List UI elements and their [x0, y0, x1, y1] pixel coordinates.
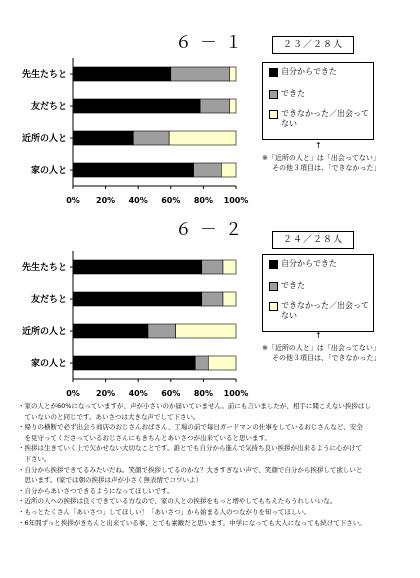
chart1-note-line1: ※「近所の人と」は「出会ってない」: [262, 154, 380, 162]
chart1-legend-item: [269, 89, 305, 99]
chart1-count-box: ２３／２８人: [272, 36, 354, 54]
chart2-x-tick-label: 40%: [128, 389, 148, 398]
comment-line: ・6年間ずっと挨拶がきちんと出来ている事、とても素敵だと思います。中学になっても大人になっても続けて下さい。: [18, 518, 366, 527]
chart1-plot: [0, 50, 260, 205]
chart1-note-arrow: ↑: [315, 141, 322, 150]
chart2-legend-label: できなかった／出会って ない: [281, 301, 369, 320]
comment-line: ・挨拶は生きていく上で欠かせない大切なことです。誰とでも自分から進んで気持ち良い挨拶が出来るように心がけて: [18, 444, 362, 453]
chart1-x-tick-label: 40%: [128, 196, 148, 205]
chart2-x-tick-label: 80%: [193, 389, 213, 398]
chart1-legend-swatch: [269, 68, 278, 77]
comment-line: を見守ってくださっているおじさんにもきちんとあいさつが出来ていると思います。: [18, 433, 271, 442]
comment-line: ていないのと同じです。あいさつは大きな声でして下さい。: [18, 412, 200, 421]
chart2-count-box: ２４／２８人: [272, 231, 354, 249]
chart2-title: ６－２: [175, 220, 250, 240]
comment-line: ・もっとたくさん「あいさつ」してほしい！「あいさつ」から始まる人のつながりを知ってほしい。: [18, 507, 311, 516]
chart2-bar-2-series-0: [73, 324, 148, 338]
chart1-legend-label: できた: [281, 89, 305, 98]
chart1-category-label: 友だちと: [30, 102, 67, 112]
chart2-bar-2-series-1: [148, 324, 176, 338]
chart2-note: [262, 343, 381, 363]
chart2-legend-swatch: [269, 302, 278, 311]
chart2-legend-swatch: [269, 282, 278, 291]
chart2-bar-2-series-2: [176, 324, 236, 338]
chart1-bar-0-series-2: [229, 67, 236, 81]
chart1-title: ６－１: [175, 33, 250, 53]
chart1-category-label: 近所の人と: [21, 134, 67, 144]
chart1-bar-2-series-2: [169, 131, 236, 145]
chart1-category-label: 先生たちと: [21, 70, 67, 80]
chart1-legend-label: できなかった／出会って ない: [281, 109, 369, 128]
chart1-legend-label: 自分からできた: [281, 67, 337, 76]
chart2-bar-1-series-0: [73, 292, 202, 306]
chart2-note-arrow: ↑: [315, 331, 322, 340]
chart1-category-label: 家の人と: [30, 166, 67, 176]
comment-line: ・家の人とが60%になっていますが、声が小さいのか届いていません。前にも言いましたが、相手に聞こえない挨拶はし: [18, 402, 371, 410]
comment-line: ・帰りの横断で必ず出会う商店のおじさんおばさん、工場の前で毎日ガードマンの仕事をしているおじさんなど、安全: [18, 423, 363, 432]
chart2-legend-item: [269, 301, 369, 321]
chart2-category-label: 近所の人と: [21, 327, 67, 337]
chart2-x-tick-label: 20%: [96, 389, 116, 398]
chart1-legend-swatch: [269, 110, 278, 119]
chart1-bar-1-series-0: [73, 99, 200, 113]
chart2-bar-1-series-1: [202, 292, 223, 306]
chart2-legend: [262, 254, 374, 332]
chart1-bar-2-series-0: [73, 131, 133, 145]
chart2-bar-3-series-1: [195, 356, 208, 370]
chart2-bar-1-series-2: [223, 292, 236, 306]
chart1-x-tick-label: 60%: [161, 196, 181, 205]
chart1-legend-item: [269, 67, 337, 77]
chart2-category-label: 家の人と: [30, 359, 67, 369]
comment-line: 下さい。: [18, 454, 51, 463]
chart2-legend-label: できた: [281, 281, 305, 290]
chart1-legend-item: [269, 109, 369, 129]
chart2-category-label: 友だちと: [30, 295, 67, 305]
comment-line: ・近所の人への挨拶は良くできている方なので、家の人との挨拶をもっと増やしてもちえたらうれしいいな。: [18, 497, 337, 506]
chart2-legend-item: [269, 281, 305, 291]
chart2-note-line1: ※「近所の人と」は「出会ってない」: [262, 344, 380, 352]
chart1-bar-3-series-0: [73, 163, 194, 177]
chart2-x-tick-label: 60%: [161, 389, 181, 398]
chart2-bar-0-series-2: [223, 260, 236, 274]
comment-line: ・自分から挨拶できてるみたいだね。笑顔で挨拶してるのかな？大きすぎない声で、笑顔で自分から挨拶して欲しいと: [18, 465, 363, 474]
chart1-legend: [262, 62, 374, 140]
chart2-plot: [0, 243, 260, 398]
chart1-x-tick-label: 100%: [223, 196, 249, 205]
chart1-bar-1-series-2: [229, 99, 236, 113]
chart1-note: [262, 153, 381, 173]
chart2-bar-3-series-0: [73, 356, 195, 370]
chart1-bar-0-series-1: [171, 67, 230, 81]
chart1-bar-1-series-1: [200, 99, 229, 113]
chart2-x-tick-label: 0%: [66, 389, 80, 398]
chart2-bar-3-series-2: [208, 356, 236, 370]
chart1-note-line2: その他３項目は、「できなかった」: [272, 164, 381, 172]
chart1-bar-3-series-1: [194, 163, 222, 177]
chart1-x-tick-label: 20%: [96, 196, 116, 205]
chart1-x-tick-label: 80%: [193, 196, 213, 205]
comment-line: 思います。(家では朝の挨拶は声が小さく無表情でコワいよ）: [18, 476, 203, 485]
chart1-bar-0-series-0: [73, 67, 171, 81]
chart2-legend-label: 自分からできた: [281, 259, 337, 268]
chart1-bar-2-series-1: [133, 131, 169, 145]
chart2-category-label: 先生たちと: [21, 263, 67, 273]
chart2-bar-0-series-0: [73, 260, 202, 274]
chart1-bar-3-series-2: [221, 163, 236, 177]
chart2-note-line2: その他３項目は、「できなかった」: [272, 354, 381, 362]
chart1-x-tick-label: 0%: [66, 196, 80, 205]
comment-line: ・自分からあいさつできるようになってほしいです。: [18, 486, 174, 495]
chart2-x-tick-label: 100%: [223, 389, 249, 398]
comments-list: [18, 401, 410, 528]
chart2-legend-swatch: [269, 260, 278, 269]
chart1-legend-swatch: [269, 90, 278, 99]
chart2-bar-0-series-1: [202, 260, 223, 274]
chart2-legend-item: [269, 259, 337, 269]
